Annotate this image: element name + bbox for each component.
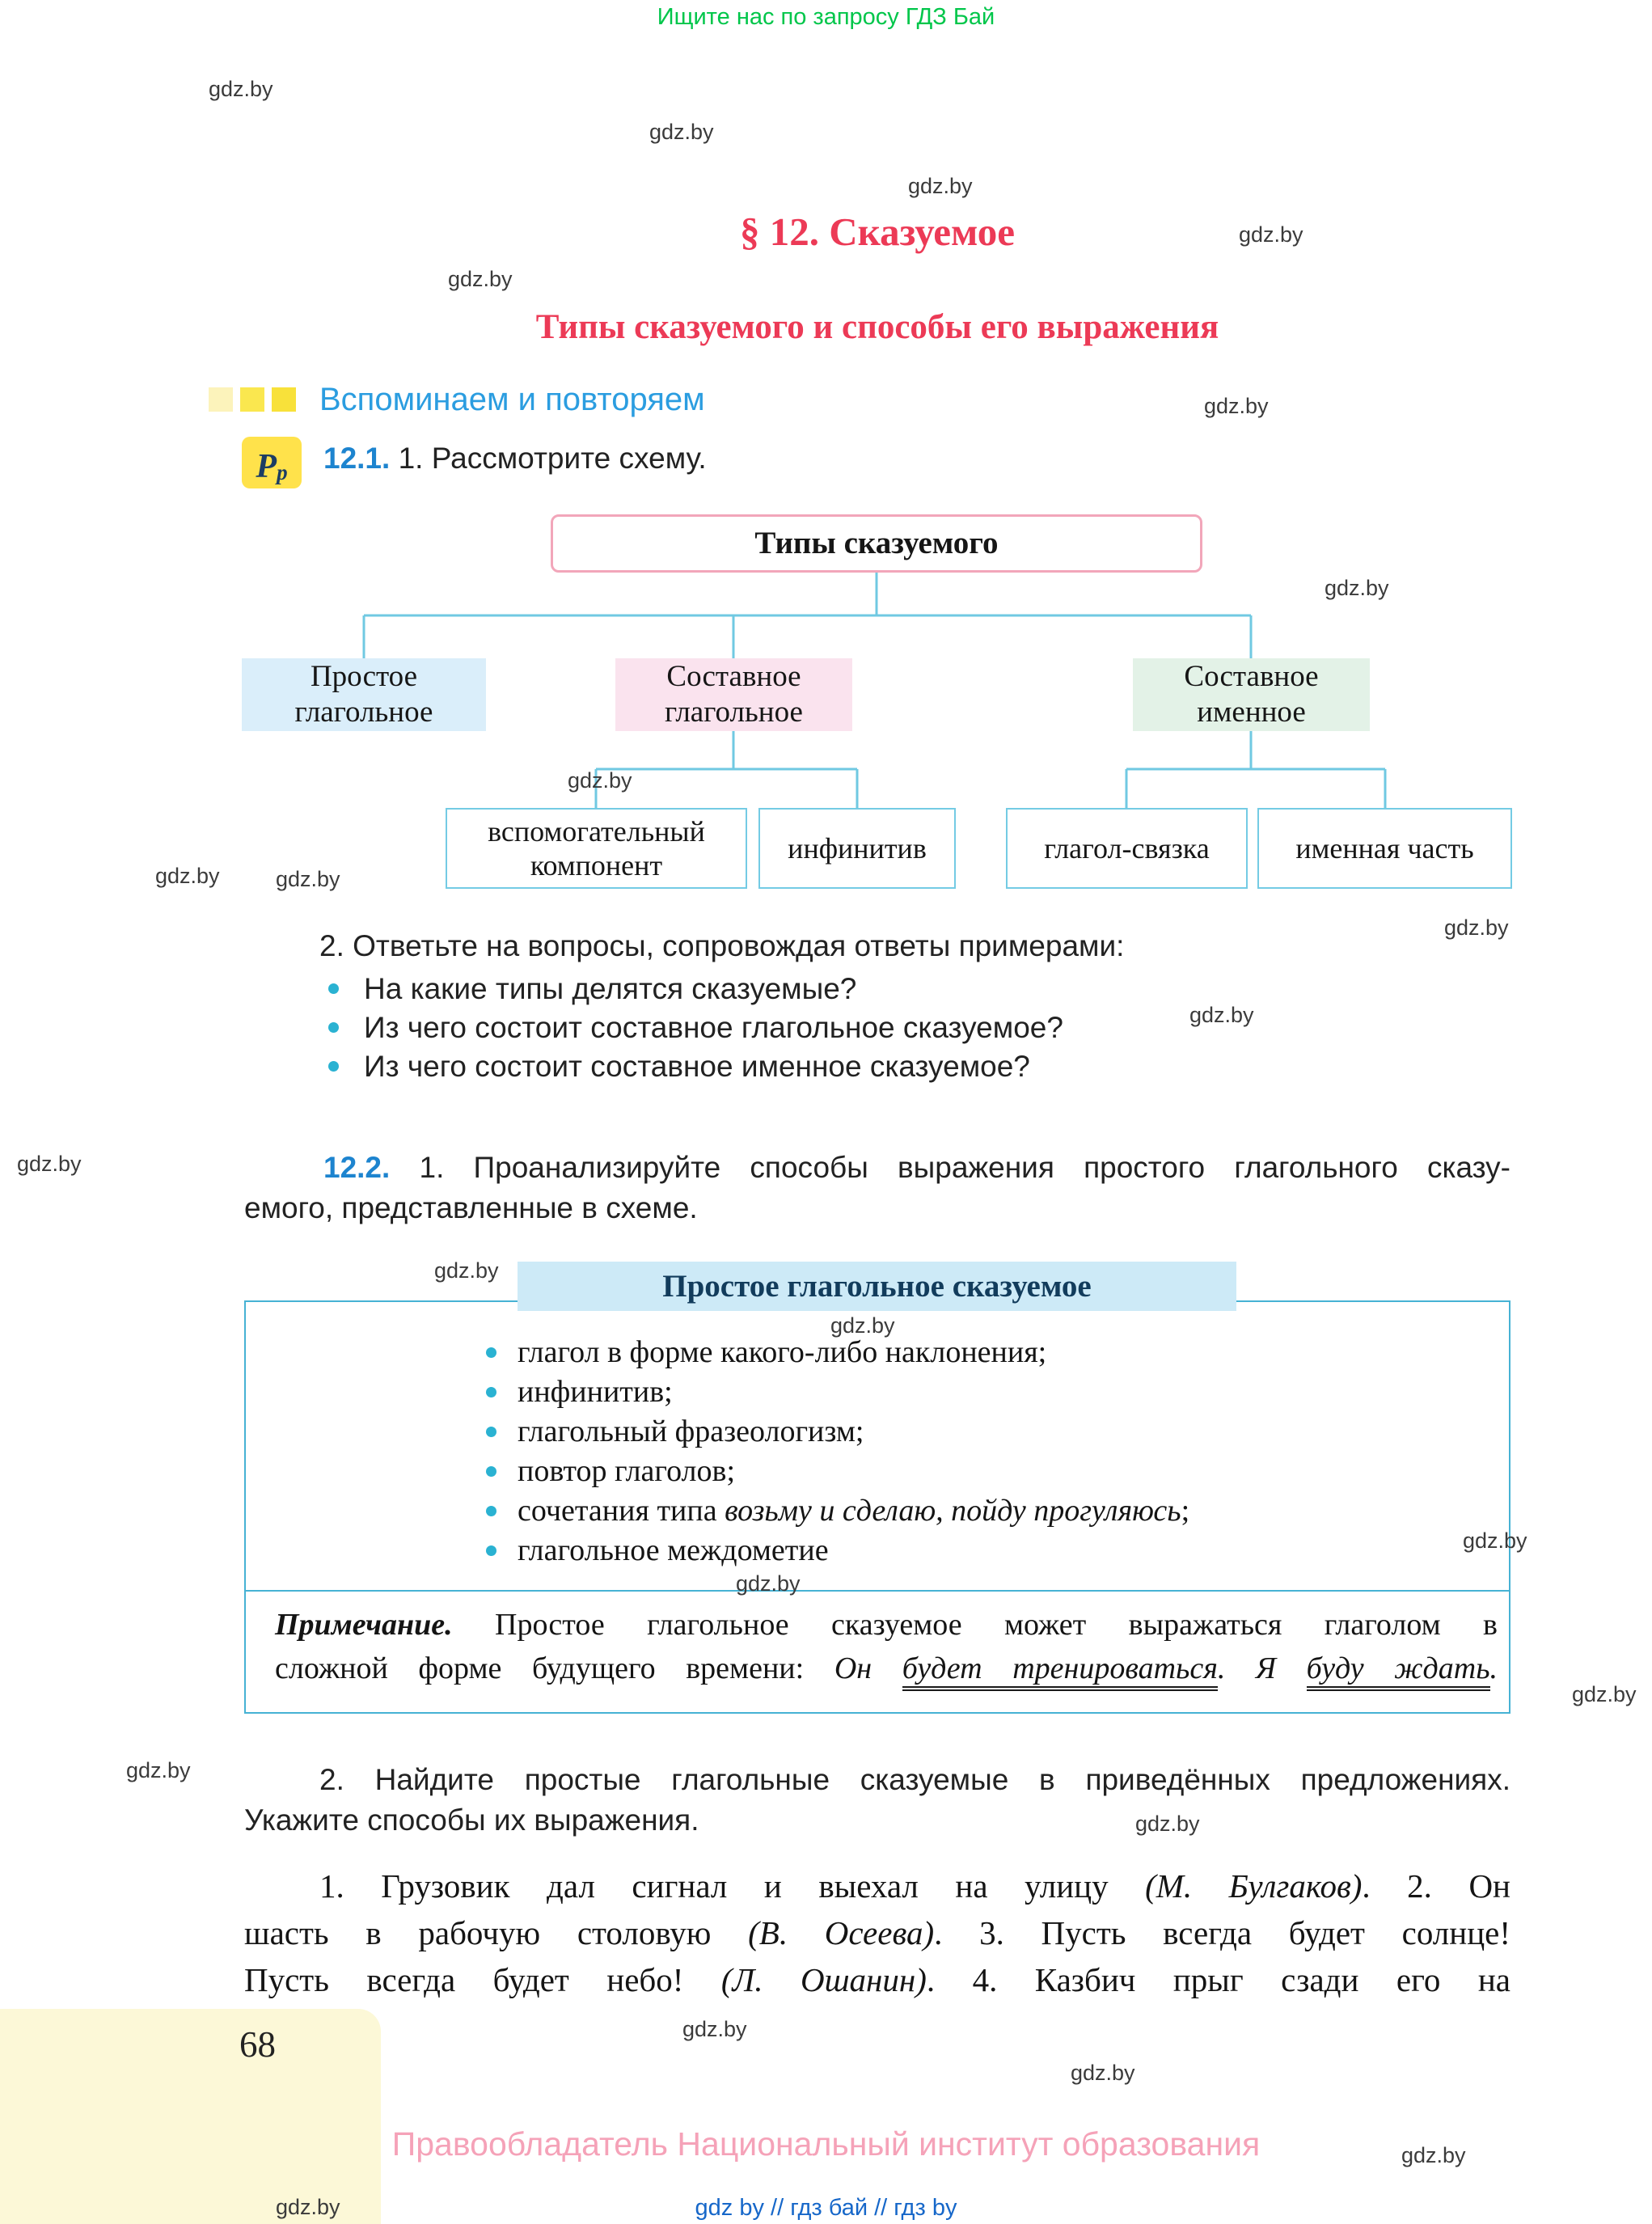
watermark: gdz.by	[1189, 1003, 1254, 1027]
author-name: (М. Булгаков)	[1145, 1867, 1363, 1905]
note-paragraph	[275, 1603, 1498, 1690]
item-text: инфинитив;	[518, 1375, 673, 1409]
watermark: gdz.by	[568, 768, 632, 793]
page-number: 68	[239, 2024, 276, 2065]
watermark: gdz.by	[1204, 394, 1269, 418]
speech-practice-icon	[242, 437, 302, 488]
exercise-122-task1-line2: емого, представленные в схеме.	[244, 1191, 698, 1224]
watermark: gdz.by	[736, 1571, 801, 1596]
note-text: сложной форме будущего времени:	[275, 1651, 834, 1685]
watermark: gdz.by	[1444, 915, 1509, 940]
diagram-compound-nominal-box: Составное именное	[1133, 658, 1370, 731]
footer-links[interactable]: gdz by // гдз бай // гдз by	[695, 2195, 957, 2221]
item-text: сочетания типа	[518, 1494, 725, 1528]
exercise-122-task1-line1	[323, 1149, 1510, 1186]
item-text: глагол в форме какого-либо наклонения;	[518, 1335, 1047, 1369]
question-list	[323, 970, 1063, 1086]
exercise-121-task2: 2. Ответьте на вопросы, сопровождая ответы примерами:	[319, 929, 1125, 962]
diagram-root-box: Типы сказуемого	[551, 514, 1202, 573]
watermark: gdz.by	[1325, 576, 1389, 600]
note-example-underlined: будет тренироваться	[902, 1651, 1218, 1691]
exercise-122-task2-line2: Укажите способы их выражения.	[244, 1803, 699, 1837]
item-text: глагольное междометие	[518, 1533, 829, 1567]
diagram-infinitive-box: инфинитив	[758, 808, 956, 889]
watermark: gdz.by	[1401, 2143, 1466, 2167]
task-text: 1. Проанализируйте способы выражения простого глагольного сказу-	[419, 1151, 1510, 1184]
watermark: gdz.by	[276, 2195, 340, 2219]
diagram-nominal-part-box: именная часть	[1257, 808, 1512, 889]
sentences-line	[244, 1956, 1510, 2003]
page-number-box	[0, 2009, 381, 2224]
watermark: gdz.by	[830, 1313, 895, 1338]
watermark: gdz.by	[649, 120, 714, 144]
sentence-text: 1. Грузовик дал сигнал и выехал на улицу	[319, 1867, 1146, 1905]
sentence-text: . 2. Он	[1362, 1867, 1510, 1905]
watermark: gdz.by	[126, 1758, 191, 1782]
item-text: глагольный фразеологизм;	[518, 1414, 864, 1448]
list-item	[486, 1412, 1189, 1452]
diagram-aux-component-box: вспомогательный компонент	[446, 808, 747, 889]
exercise-122-task2-line1: 2. Найдите простые глагольные сказуемые в приведённых предложениях.	[319, 1763, 1510, 1796]
watermark: gdz.by	[1135, 1812, 1200, 1836]
note-line2	[275, 1647, 1498, 1690]
list-item	[486, 1491, 1189, 1531]
watermark: gdz.by	[434, 1258, 499, 1283]
sentences-line	[244, 1862, 1510, 1909]
watermark: gdz.by	[1572, 1682, 1637, 1706]
note-example: .	[1489, 1651, 1498, 1685]
diagram-compound-verbal-box: Составное глагольное	[615, 658, 852, 731]
copyright-text: Правообладатель Национальный институт образования	[391, 2125, 1261, 2163]
list-item	[486, 1452, 1189, 1491]
sentence-text: Пусть всегда будет небо!	[244, 1961, 721, 1998]
watermark: gdz.by	[908, 174, 973, 198]
watermark: gdz.by	[1463, 1528, 1527, 1553]
list-item: На какие типы делятся сказуемые?	[323, 970, 1063, 1008]
diagram-link-verb-box: глагол-связка	[1006, 808, 1248, 889]
list-item: Из чего состоит составное именное сказуемое?	[323, 1047, 1063, 1086]
list-item	[486, 1333, 1189, 1372]
note-text: Простое глагольное сказуемое может выражаться глаголом в	[452, 1608, 1498, 1642]
sentence-text: . 3. Пусть всегда будет солнце!	[934, 1914, 1510, 1951]
watermark: gdz.by	[682, 2017, 747, 2041]
note-divider	[246, 1590, 1509, 1592]
sentences-line	[244, 1909, 1510, 1956]
icon-letter-main: Р	[256, 448, 277, 485]
icon-letter-sub: р	[277, 460, 288, 484]
note-example: Он	[834, 1651, 902, 1685]
recall-header-label: Вспоминаем и повторяем	[319, 381, 705, 417]
watermark: gdz.by	[276, 867, 340, 891]
list-item	[486, 1372, 1189, 1412]
item-text: ;	[1181, 1494, 1190, 1528]
item-text: повтор глаголов;	[518, 1454, 736, 1488]
list-item: Из чего состоит составное глагольное сказуемое?	[323, 1008, 1063, 1047]
exercise-number: 12.2.	[323, 1151, 391, 1184]
note-label: Примечание.	[275, 1608, 453, 1642]
note-example-underlined: буду ждать	[1307, 1651, 1490, 1691]
watermark: gdz.by	[1071, 2061, 1135, 2085]
scheme-box	[244, 1300, 1510, 1714]
watermark: gdz.by	[17, 1152, 82, 1176]
watermark: gdz.by	[155, 864, 220, 888]
list-item	[486, 1531, 1189, 1571]
sentence-text: шасть в рабочую столовую	[244, 1914, 749, 1951]
subsection-heading: Типы сказуемого и способы его выражения	[535, 308, 1219, 346]
note-example: . Я	[1217, 1651, 1307, 1685]
author-name: (Л. Ошанин)	[720, 1961, 927, 1998]
note-line1	[275, 1603, 1498, 1647]
author-name: (В. Осеева)	[748, 1914, 935, 1951]
promo-banner: Ищите нас по запросу ГДЗ Бай	[657, 4, 995, 30]
scheme-box-title: Простое глагольное сказуемое	[518, 1262, 1236, 1311]
diagram-simple-verbal-box: Простое глагольное	[242, 658, 486, 731]
watermark: gdz.by	[448, 267, 513, 291]
watermark: gdz.by	[1239, 222, 1303, 247]
scheme-item-list	[486, 1333, 1189, 1571]
exercise-number: 12.1.	[323, 442, 391, 475]
task-text: 1. Рассмотрите схему.	[398, 442, 707, 475]
watermark: gdz.by	[209, 77, 273, 101]
sentence-text: . 4. Казбич прыг сзади его на	[926, 1961, 1510, 1998]
item-italic: возьму и сделаю, пойду прогуляюсь	[725, 1494, 1181, 1528]
section-heading: § 12. Сказуемое	[739, 209, 1015, 254]
